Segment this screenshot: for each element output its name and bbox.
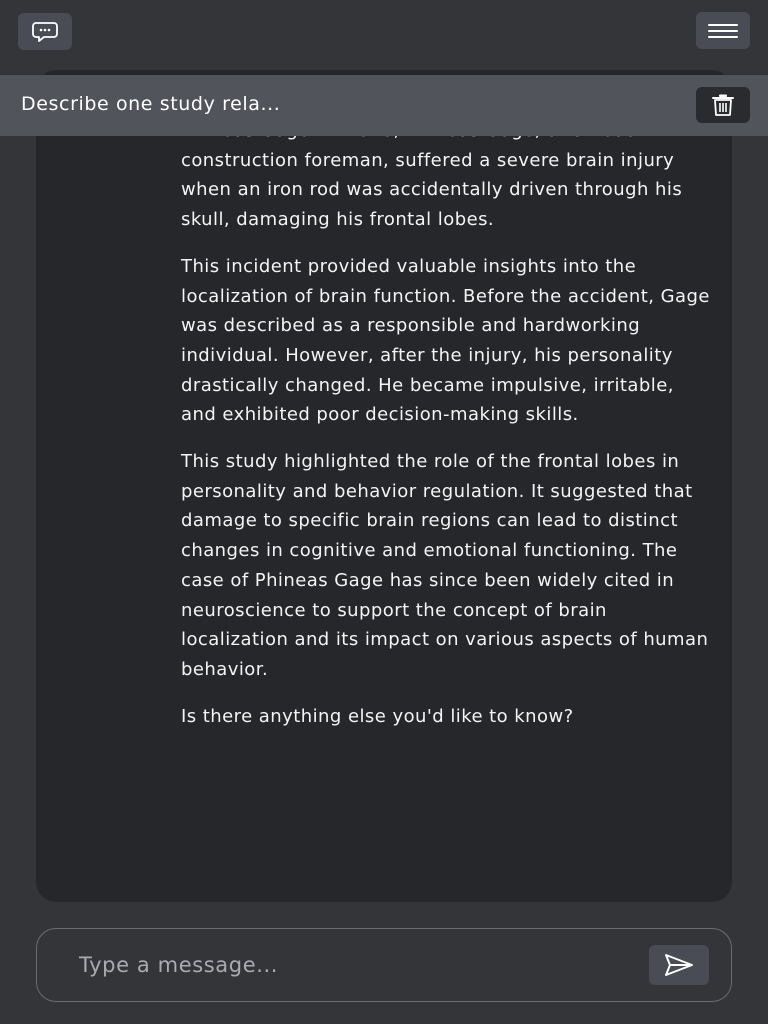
chat-bubble-icon (31, 21, 59, 43)
message-input[interactable] (79, 948, 639, 982)
message-paragraph: Is there anything else you'd like to know? (181, 705, 574, 727)
message-paragraph: construction foreman, suffered a severe brain injury when an iron rod was accidentally driven through his skull, damaging his frontal lobes. (181, 149, 683, 231)
message-composer (36, 928, 732, 1002)
top-bar (0, 0, 768, 75)
assistant-message-bubble (36, 70, 732, 902)
assistant-message-text (181, 116, 711, 748)
message-paragraph: This incident provided valuable insights into the localization of brain function. Before the accident, Gage was described as a responsible and hardworking individual. However, after the injury, his personality drastically changed. He became impulsive, irritable, and exhibited poor decision-making skills. (181, 255, 710, 426)
conversation-title-bar (0, 75, 768, 136)
send-button[interactable] (649, 945, 709, 985)
conversation-title: Describe one study rela... (21, 93, 281, 115)
message-paragraph: This study highlighted the role of the frontal lobes in personality and behavior regulation. It suggested that damage to specific brain regions can lead to distinct changes in cognitive and emotional functioning. The case of Phineas Gage has since been widely cited in neuroscience to support the concept of brain localization and its impact on various aspects of human behavior. (181, 451, 709, 680)
new-chat-button[interactable] (18, 13, 72, 50)
menu-button[interactable] (696, 12, 750, 49)
send-arrow-icon (664, 953, 694, 977)
hamburger-menu-icon (708, 22, 738, 40)
delete-conversation-button[interactable] (696, 87, 750, 123)
trash-icon (711, 94, 735, 116)
